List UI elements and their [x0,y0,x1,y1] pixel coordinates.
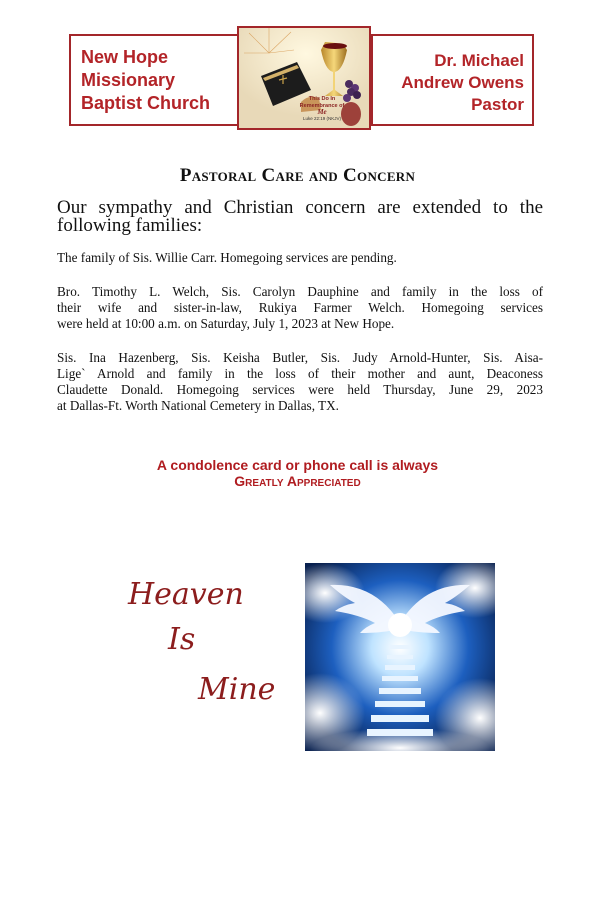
angel-wings-stairway-image [305,563,495,751]
church-name-box [69,34,239,126]
angel-illustration [305,563,495,751]
intro-text: Our sympathy and Christian concern are extended to the following families: [57,197,543,236]
condolence-paragraph [57,284,543,332]
caption-line: This Do In [308,96,336,102]
heaven-is-mine-script [108,577,298,727]
scripture-reference: Luke 22:19 (NKJV) [302,115,342,121]
church-name-line: New Hope [81,47,169,67]
church-name-line: Missionary [81,70,176,90]
is-word: Is [168,622,196,657]
header-banner [69,26,534,130]
pastor-name-box [371,34,534,126]
paragraph-line: Lige` Arnold and family in the loss of their mother and aunt, Deaconess [57,366,543,381]
paragraph-line: Sis. Ina Hazenberg, Sis. Keisha Butler, Sis. Judy Arnold-Hunter, Sis. Aisa- [57,350,543,365]
mine-word: Mine [198,672,276,707]
condolence-line: A condolence card or phone call is always [156,457,439,473]
communion-caption [287,96,357,122]
paragraph-line: Claudette Donald. Homegoing services were held Thursday, June 29, 2023 [57,382,543,397]
pastor-name-line: Dr. Michael [434,51,524,70]
heaven-word: Heaven [128,577,244,612]
condolence-note [0,457,595,489]
condolence-line-smallcaps: Greatly Appreciated [234,473,361,489]
caption-line: Remembrance of [299,102,345,109]
communion-image [237,26,371,130]
pastor-name-line: Pastor [471,95,524,114]
condolence-paragraph [57,250,543,266]
pastor-name [401,50,524,116]
pastor-name-line: Andrew Owens [401,73,524,92]
paragraph-line: Bro. Timothy L. Welch, Sis. Carolyn Dauphine and family in the loss of [57,284,543,299]
section-title: Pastoral Care and Concern [179,165,416,186]
church-name-line: Baptist Church [81,93,211,113]
caption-me: Me [317,108,327,116]
church-name [81,46,210,115]
paragraph-line: at Dallas-Ft. Worth National Cemetery in Dallas, TX. [57,398,339,413]
paragraph-line: were held at 10:00 a.m. on Saturday, July 1, 2023 at New Hope. [57,316,395,331]
condolence-paragraph [57,350,543,414]
paragraph-line: The family of Sis. Willie Carr. Homegoing services are pending. [57,250,397,265]
paragraph-line: their wife and sister-in-law, Rukiya Farmer Welch. Homegoing services [57,300,543,315]
